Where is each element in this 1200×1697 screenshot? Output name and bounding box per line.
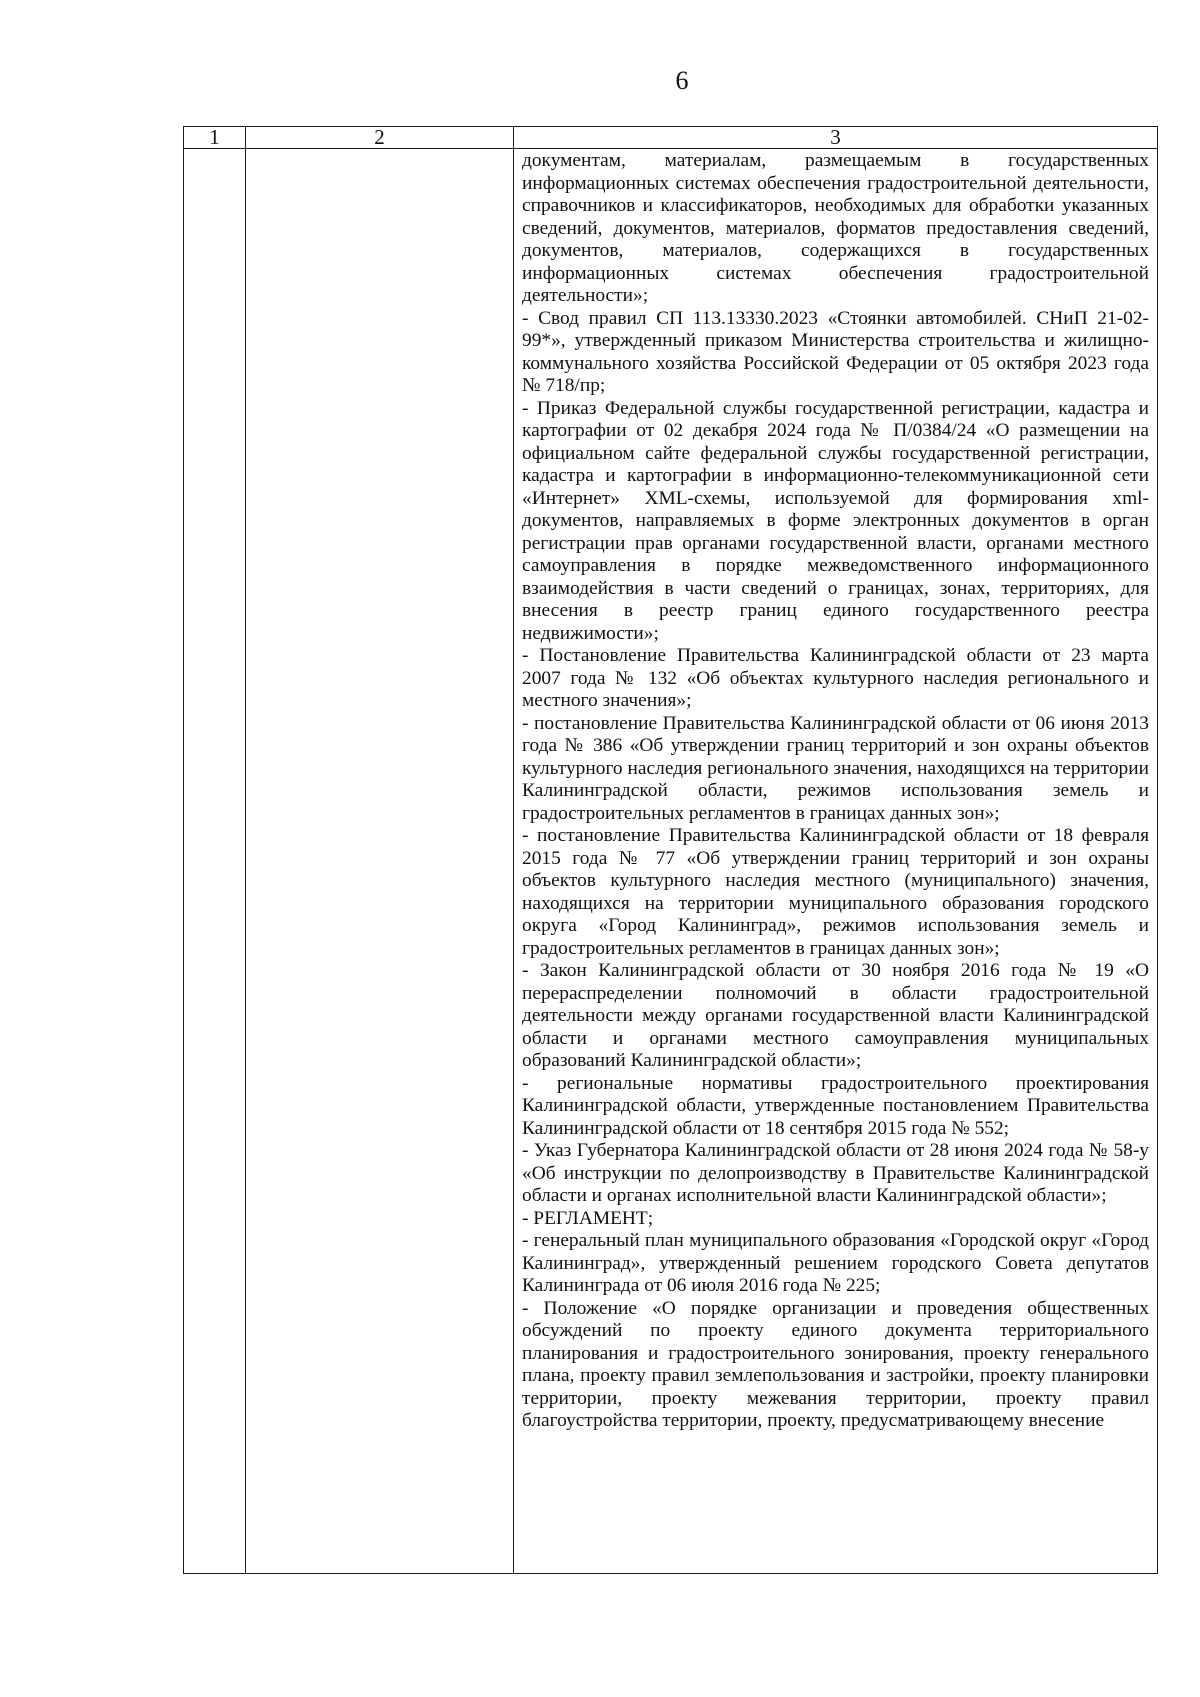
text-paragraph: - Свод правил СП 113.13330.2023 «Стоянки автомобилей. СНиП 21-02-99*», утвержденный приказом Министерства строительства и жилищно-коммунального хозяйства Российской Федерации от 05 октября 2023 года № 718/пр; [522, 307, 1149, 396]
text-paragraph: документам, материалам, размещаемым в государственных информационных системах обеспечения градостроительной деятельности, справочников и классификаторов, необходимых для обработки указанных сведений, документов, материалов, форматов предоставления сведений, документов, материалов, содержащихся в государственных информационных системах обеспечения градостроительной деятельности»; [522, 150, 1149, 306]
table-row [184, 149, 1158, 1574]
text-paragraph: - Закон Калининградской области от 30 ноября 2016 года № 19 «О перераспределении полномочий в области градостроительной деятельности между органами государственной власти Калининградской области и органами местного самоуправления муниципальных образований Калининградской области»; [522, 960, 1149, 1071]
column-3-cell [514, 149, 1158, 1574]
page-number: 6 [675, 66, 689, 95]
text-paragraph: - Положение «О порядке организации и проведения общественных обсуждений по проекту единого документа территориального планирования и градостроительного зонирования, проекту генерального плана, проекту правил землепользования и застройки, проекту планировки территории, проекту межевания территории, проекту правил благоустройства территории, проекту, предусматривающему внесение [522, 1297, 1149, 1431]
column-header-2: 2 [246, 127, 514, 149]
column-header-3: 3 [514, 127, 1158, 149]
text-paragraph: - Указ Губернатора Калининградской области от 28 июня 2024 года № 58-у «Об инструкции по делопроизводству в Правительстве Калининградской области и органах исполнительной власти Калининградской области»; [522, 1140, 1149, 1206]
column-3-text [514, 149, 1157, 1433]
table-header-row [184, 127, 1158, 149]
regulations-table [183, 126, 1158, 1574]
text-paragraph: - Приказ Федеральной службы государственной регистрации, кадастра и картографии от 02 декабря 2024 года № П/0384/24 «О размещении на официальном сайте федеральной службы государственной регистрации, кадастра и картографии в информационно-телекоммуникационной сети «Интернет» XML-схемы, используемой для формирования xml-документов, направляемых в форме электронных документов в орган регистрации прав органами государственной власти, органами местного самоуправления в порядке межведомственного информационного взаимодействия в части сведений о границах, зонах, территориях, для внесения в реестр границ единого государственного реестра недвижимости»; [522, 397, 1149, 644]
text-paragraph: - РЕГЛАМЕНТ; [522, 1207, 654, 1229]
text-paragraph: - Постановление Правительства Калининградской области от 23 марта 2007 года № 132 «Об объектах культурного наследия регионального и местного значения»; [522, 645, 1149, 711]
column-2-cell [246, 149, 514, 1574]
text-paragraph: - постановление Правительства Калининградской области от 18 февраля 2015 года № 77 «Об утверждении границ территорий и зон охраны объектов культурного наследия местного (муниципального) значения, находящихся на территории муниципального образования городского округа «Город Калининград», режимов использования земель и градостроительных регламентов в границах данных зон»; [522, 825, 1149, 959]
column-1-cell [184, 149, 246, 1574]
text-paragraph: - постановление Правительства Калининградской области от 06 июня 2013 года № 386 «Об утверждении границ территорий и зон охраны объектов культурного наследия регионального значения, находящихся на территории Калининградской области, режимов использования земель и градостроительных регламентов в границах данных зон»; [522, 712, 1149, 824]
text-paragraph: - генеральный план муниципального образования «Городской округ «Город Калининград», утвержденный решением городского Совета депутатов Калининграда от 06 июля 2016 года № 225; [522, 1230, 1149, 1296]
column-header-1: 1 [184, 127, 246, 149]
text-paragraph: - региональные нормативы градостроительного проектирования Калининградской области, утвержденные постановлением Правительства Калининградской области от 18 сентября 2015 года № 552; [522, 1072, 1149, 1139]
